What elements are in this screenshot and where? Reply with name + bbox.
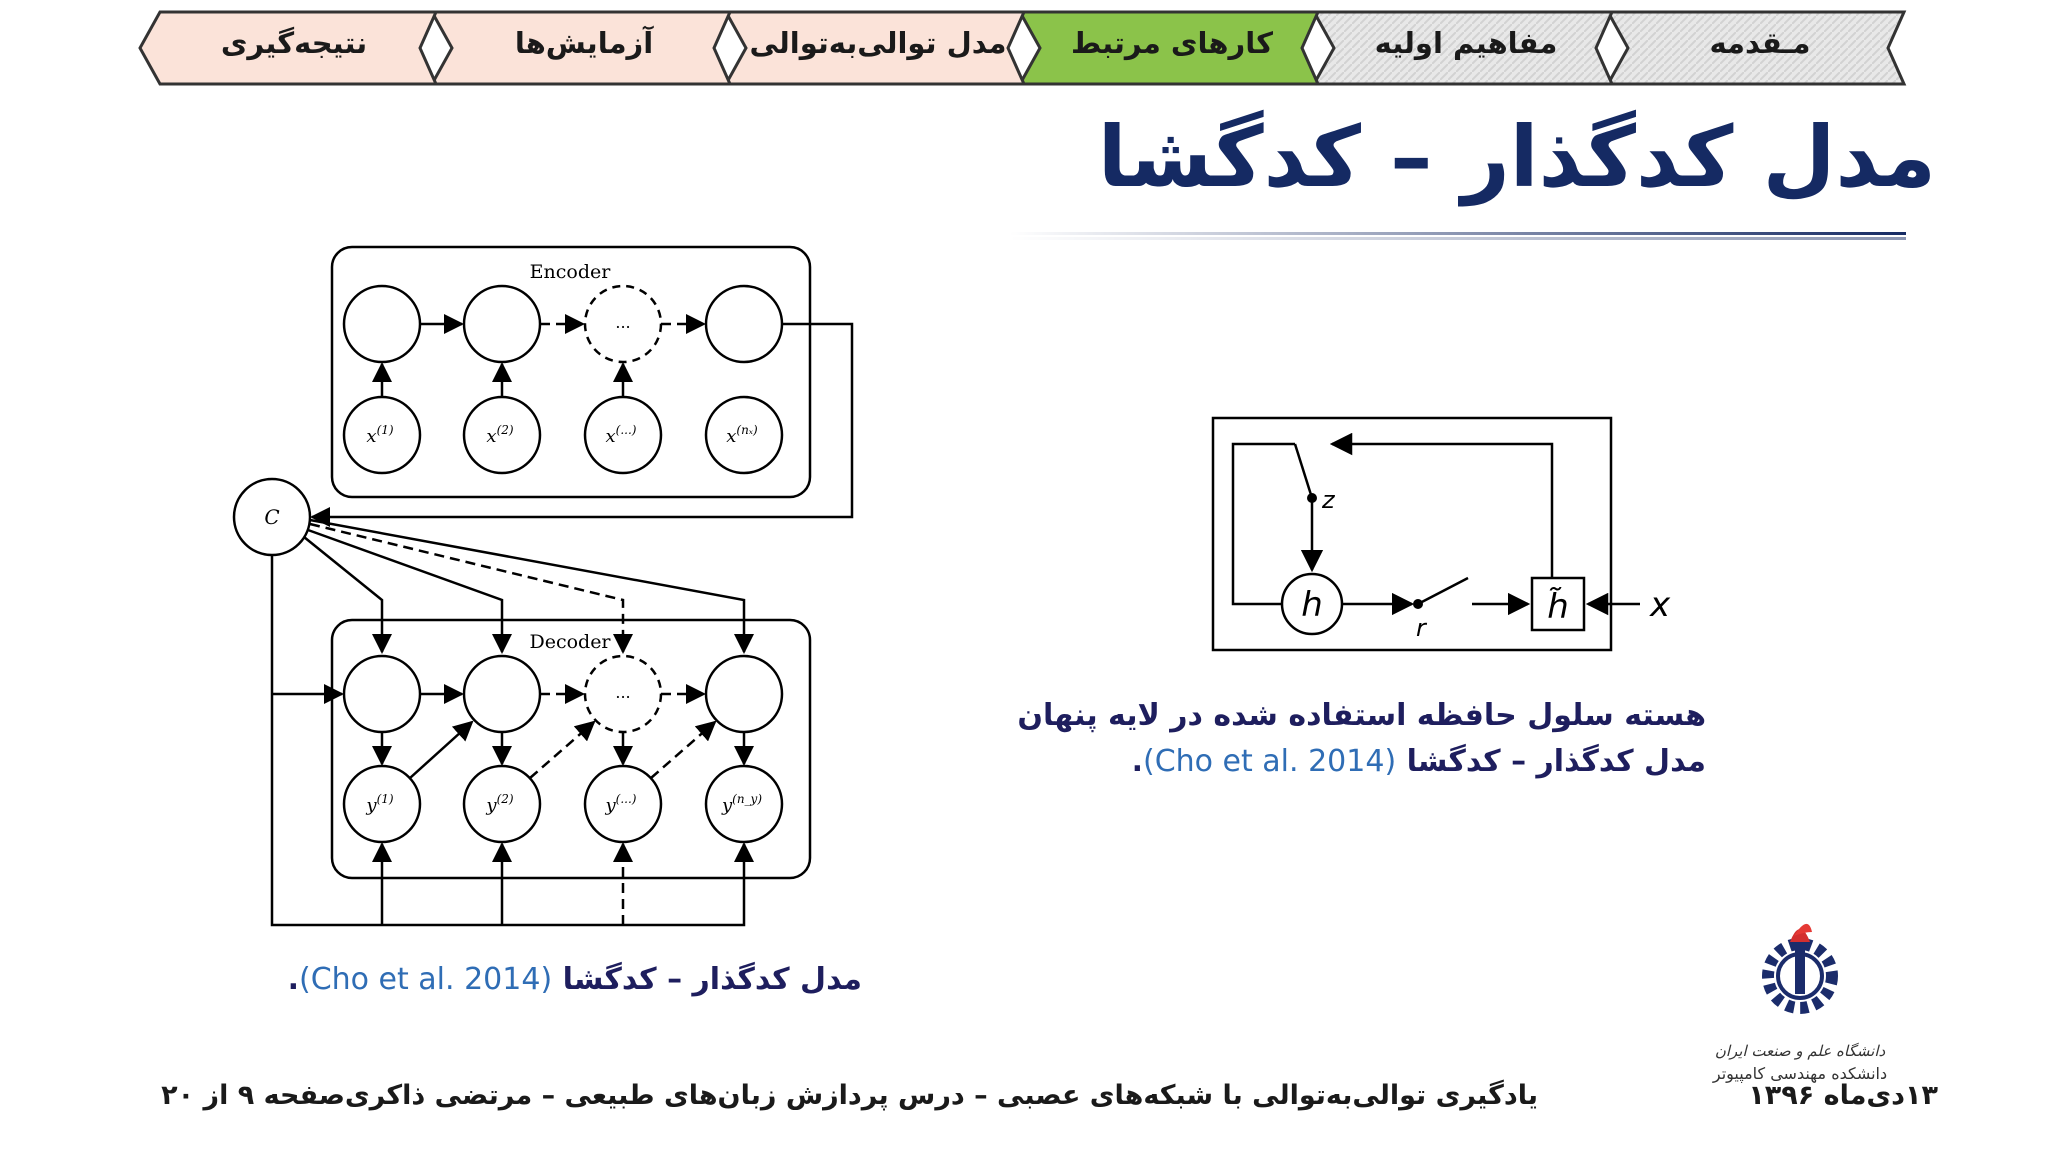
- gru-z-switch-dot: [1307, 493, 1317, 503]
- left-caption-text: مدل کدگذار – کدگشا: [562, 962, 862, 997]
- section-nav: [0, 0, 2048, 100]
- context-label: C: [264, 505, 280, 529]
- right-caption-end: .: [1131, 744, 1143, 779]
- title-divider: [1010, 232, 1906, 240]
- footer-page-number: صفحه ۹ از ۲۰: [161, 1080, 345, 1111]
- right-caption-text: مدل کدگذار – کدگشا: [1406, 744, 1706, 779]
- left-caption-end: .: [287, 962, 299, 997]
- decoder-node-4: [706, 656, 782, 732]
- right-figure-caption-line1: هسته سلول حافظه استفاده شده در لایه پنهان: [1017, 698, 1706, 733]
- tab-basics[interactable]: مفاهیم اولیه: [1374, 26, 1558, 60]
- decoder-box: [332, 620, 810, 878]
- logo-text: [1700, 1042, 1900, 1083]
- decoder-output-label-3: y(...): [605, 792, 637, 816]
- left-caption-citation[interactable]: (Cho et al. 2014): [298, 962, 553, 997]
- encoder-node-2: [464, 286, 540, 362]
- footer-course: یادگیری توالی‌به‌توالی با شبکه‌های عصبی – درس پردازش زبان‌های طبیعی – مرتضی ذاکری: [344, 1080, 1538, 1111]
- encoder-label: Encoder: [529, 261, 611, 283]
- tab-related-work[interactable]: کارهای مرتبط: [1071, 26, 1273, 60]
- page-title: مدل کدگذار – کدگشا: [1097, 108, 1936, 206]
- tab-seq2seq[interactable]: مدل توالی‌به‌توالی: [749, 26, 1007, 60]
- decoder-node-1: [344, 656, 420, 732]
- tab-experiments[interactable]: آزمایش‌ها: [514, 26, 654, 60]
- encoder-decoder-diagram: [225, 240, 865, 940]
- encoder-ellipsis: ...: [615, 313, 631, 332]
- logo-faculty-name: دانشکده مهندسی کامپیوتر: [1712, 1064, 1888, 1083]
- gru-x-label: x: [1650, 585, 1671, 625]
- encoder-input-label-4: $x^{(n_x)}$: [726, 423, 758, 447]
- gru-h-tilde-label: h̃: [1547, 587, 1569, 627]
- decoder-output-label-1: $y^{(1)}$: [366, 792, 394, 816]
- encoder-input-label-1: $x^{(1)}$: [366, 423, 394, 447]
- gru-cell-diagram: [1205, 410, 1695, 660]
- decoder-output-label-2: $y^{(2)}$: [486, 792, 514, 816]
- right-caption-citation[interactable]: (Cho et al. 2014): [1142, 744, 1397, 779]
- gru-r-label: r: [1416, 614, 1426, 642]
- tab-conclusion[interactable]: نتیجه‌گیری: [220, 26, 368, 60]
- encoder-node-1: [344, 286, 420, 362]
- logo-university-name: دانشگاه علم و صنعت ایران: [1714, 1042, 1886, 1060]
- decoder-node-2: [464, 656, 540, 732]
- encoder-node-4: [706, 286, 782, 362]
- decoder-output-label-4: $y^{(n\_y)}$: [721, 792, 763, 816]
- left-figure-caption: [288, 962, 862, 997]
- gru-r-switch-dot: [1413, 599, 1423, 609]
- tab-intro[interactable]: مـقدمه: [1709, 26, 1811, 60]
- gru-z-label: z: [1322, 486, 1335, 514]
- encoder-box: [332, 247, 810, 497]
- gru-h-label: h: [1301, 585, 1323, 625]
- decoder-label: Decoder: [529, 631, 611, 653]
- decoder-ellipsis: ...: [615, 683, 631, 702]
- footer-date: ۱۳دی‌ماه ۱۳۹۶: [1748, 1080, 1938, 1111]
- right-figure-caption: [1132, 744, 1706, 779]
- encoder-input-label-3: x(...): [605, 423, 637, 447]
- encoder-input-label-2: $x^{(2)}$: [486, 423, 514, 447]
